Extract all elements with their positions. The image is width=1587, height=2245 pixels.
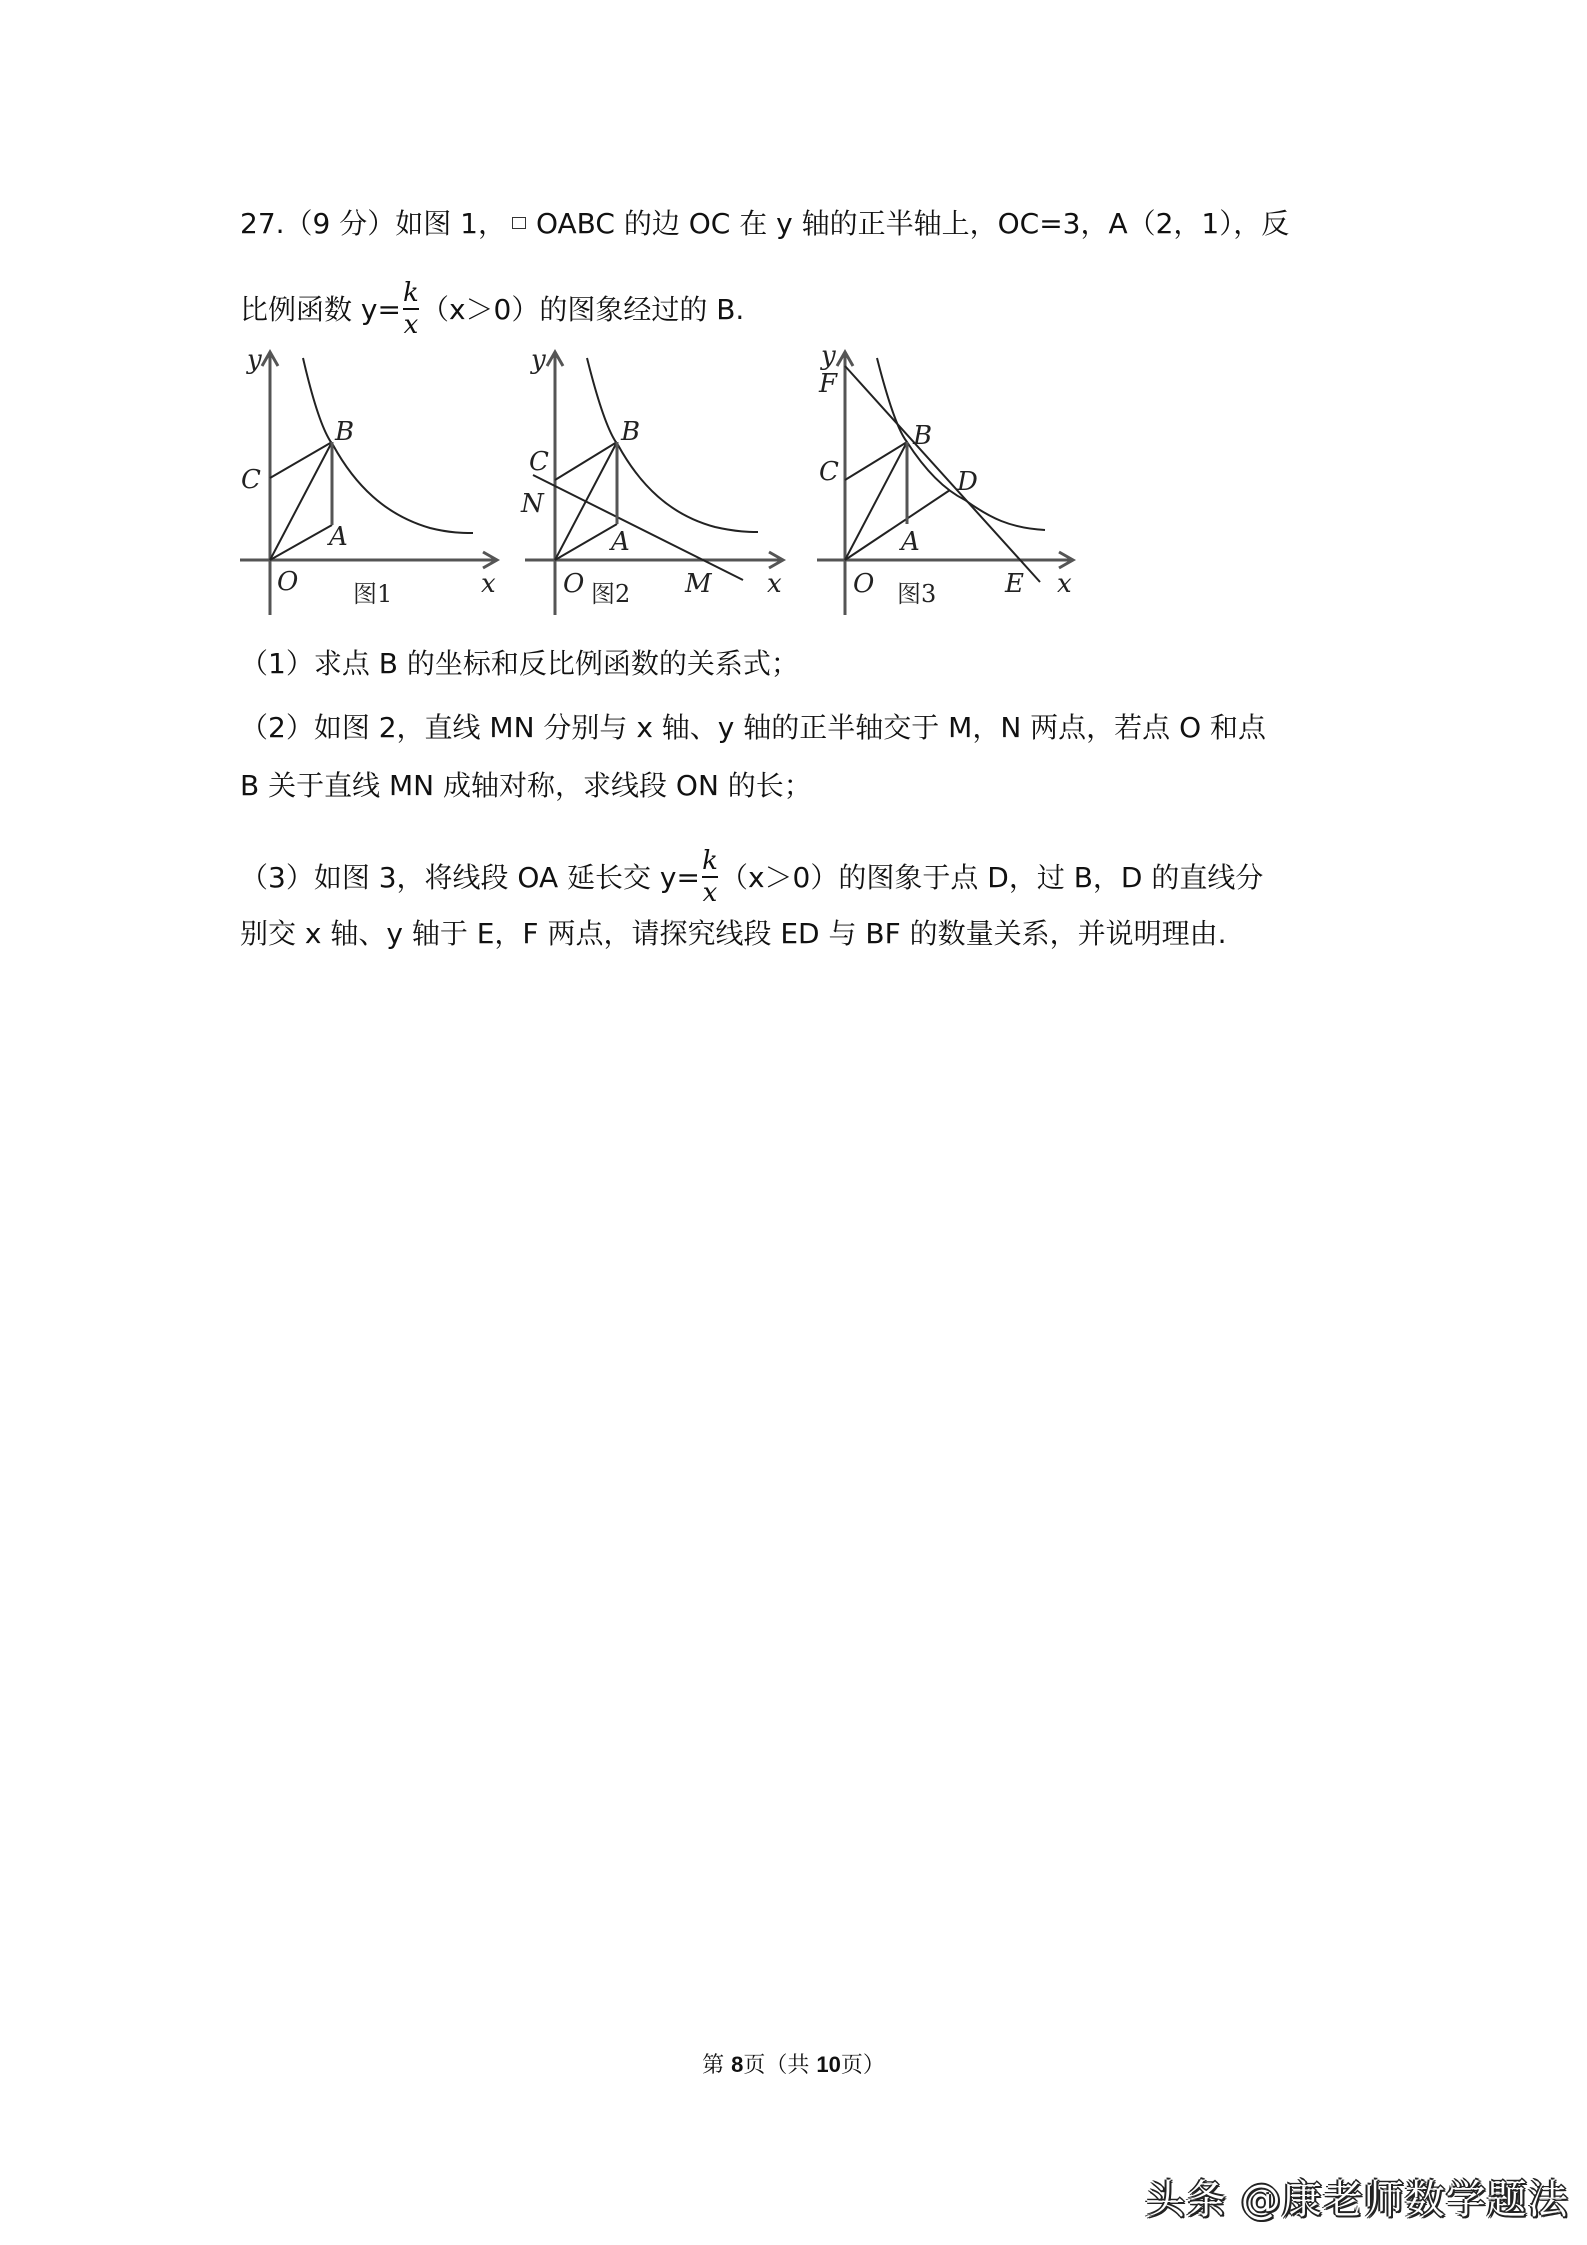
subquestion-3-text: （x＞0）的图象于点 D，过 B，D 的直线分 <box>719 861 1264 894</box>
fraction-denominator: x <box>403 310 419 340</box>
label-E: E <box>1005 569 1024 599</box>
label-O: O <box>853 569 875 599</box>
figure-1-caption: 图1 <box>353 580 393 608</box>
label-A: A <box>901 527 920 557</box>
figure-1-diagram <box>235 340 505 620</box>
label-x: x <box>1057 569 1072 599</box>
footer-suffix: 页） <box>840 2053 885 2078</box>
stem-text: OABC 的边 OC 在 y 轴的正半轴上，OC=3，A（2，1），反 <box>535 207 1290 240</box>
label-F: F <box>819 369 838 399</box>
fraction-numerator: k <box>702 846 718 876</box>
subquestion-2-line1: （2）如图 2，直线 MN 分别与 x 轴、y 轴的正半轴交于 M，N 两点，若点 O 和点 <box>240 711 1267 744</box>
subquestion-3-line1 <box>240 848 1263 910</box>
watermark: 头条 @康老师数学题法 <box>1145 2177 1569 2223</box>
stem-text: 比例函数 y= <box>240 293 401 326</box>
question-number: 27. <box>240 207 285 240</box>
figure-2-diagram <box>515 340 795 620</box>
footer-prefix: 第 <box>702 2053 732 2078</box>
fraction-k-over-x <box>702 846 718 908</box>
label-y: y <box>531 345 546 375</box>
label-C: C <box>819 457 839 487</box>
label-O: O <box>277 567 299 597</box>
fraction-k-over-x <box>403 278 419 340</box>
label-x: x <box>767 569 782 599</box>
question-stem-line1 <box>240 204 1289 244</box>
figure-3 <box>805 340 1085 620</box>
total-pages: 10 <box>816 2052 841 2077</box>
fraction-numerator: k <box>403 278 419 308</box>
figure-1 <box>235 340 505 620</box>
page-number: 8 <box>731 2052 744 2077</box>
label-B: B <box>621 417 641 447</box>
stem-text: （x＞0）的图象经过的 B. <box>420 293 745 326</box>
figure-2 <box>515 340 795 620</box>
label-A: A <box>611 527 630 557</box>
figure-3-diagram <box>805 340 1085 620</box>
label-x: x <box>481 569 496 599</box>
label-C: C <box>529 447 549 477</box>
label-C: C <box>241 465 261 495</box>
figure-3-caption: 图3 <box>897 580 937 608</box>
label-D: D <box>957 467 978 497</box>
subquestion-3-line2: 别交 x 轴、y 轴于 E，F 两点，请探究线段 ED 与 BF 的数量关系，并说明理由. <box>240 917 1227 950</box>
label-A: A <box>329 522 348 552</box>
subquestion-2-line2: B 关于直线 MN 成轴对称，求线段 ON 的长； <box>240 769 812 802</box>
stem-text: 如图 1， <box>395 207 506 240</box>
label-y: y <box>247 345 262 375</box>
label-B: B <box>913 421 933 451</box>
parallelogram-symbol-icon <box>512 217 526 229</box>
fraction-denominator: x <box>702 878 718 908</box>
label-y: y <box>821 341 836 371</box>
label-O: O <box>563 569 585 599</box>
page-footer <box>0 2048 1587 2079</box>
subquestion-3-text: （3）如图 3，将线段 OA 延长交 y= <box>240 861 700 894</box>
question-score: （9 分） <box>284 207 396 240</box>
label-N: N <box>521 489 544 519</box>
question-stem-line2 <box>240 280 744 342</box>
subquestion-1: （1）求点 B 的坐标和反比例函数的关系式； <box>240 647 799 680</box>
figure-2-caption: 图2 <box>591 580 631 608</box>
footer-middle: 页（共 <box>743 2053 817 2078</box>
label-M: M <box>685 569 712 599</box>
label-B: B <box>335 417 355 447</box>
